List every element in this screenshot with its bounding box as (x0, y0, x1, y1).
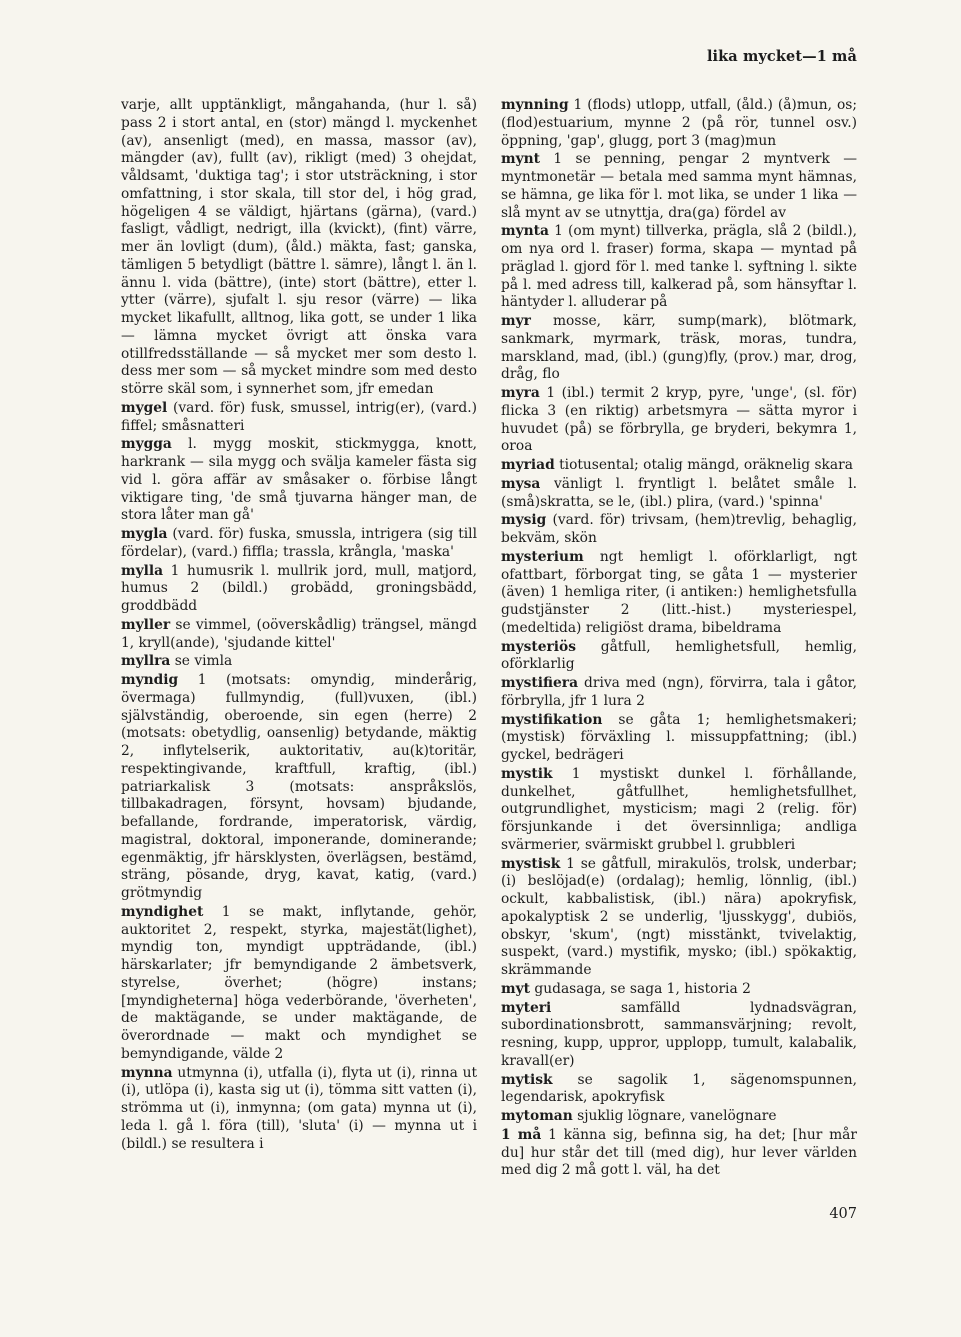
entry-body: gåtfull, hemlighetsfull, hemlig, oförklarlig (501, 638, 857, 673)
entry-body: 1 se gåtfull, mirakulös, trolsk, underbar; (i) beslöjad(e) (ordalag); hemlig, lönnlig, (ibl.) ockult, kabbalistisk, (ibl.) nära) apokryfisk, apokalyptisk 2 se underlig, 'ljusskygg', dubiös, obskyr, 'skum', (ngt) misstänkt, tvivelaktig, suspekt, (vard.) mystifik, mysko; (ibl.) spökaktig, skrämmande (501, 855, 857, 978)
dictionary-entry (501, 476, 857, 512)
left-column (121, 97, 477, 1154)
entry-headword: myndig (121, 672, 179, 688)
entry-body: sjuklig lögnare, vanelögnare (577, 1108, 777, 1124)
entry-headword: myller (121, 616, 171, 633)
dictionary-entry (121, 400, 477, 436)
entry-headword: myt (501, 980, 530, 997)
dictionary-entry (121, 617, 477, 653)
entry-body: utmynna (i), utfalla (i), flyta ut (i), rinna ut (i), utlöpa (i), kasta sig ut (i), tömma sitt vatten (i), strömma ut (i), inmynna; (om gata) mynna ut (i), leda l. gå l. föra (till), 'sluta' (i) — mynna ut i (bildl.) se resultera i (121, 1064, 477, 1152)
entry-body: se vimla (174, 653, 233, 670)
dictionary-entry (501, 1108, 857, 1126)
entry-headword: myllra (121, 653, 171, 670)
entry-headword: mysa (501, 475, 541, 492)
entry-body: (vard. för) trivsam, (hem)trevlig, behaglig, bekväm, skön (501, 512, 857, 546)
dictionary-entry (501, 457, 857, 475)
entry-headword: mygla (121, 526, 168, 542)
entry-body: se sagolik 1, sägenomspunnen, legendarisk, apokryfisk (501, 1071, 857, 1106)
entry-body: se gåta 1; hemlighetsmakeri; (mystisk) förväxling l. missuppfattning; (ibl.) gyckel, bedrägeri (501, 711, 857, 763)
dictionary-entry (501, 512, 857, 548)
entry-headword: mylla (121, 562, 164, 579)
dictionary-entry (501, 1000, 857, 1071)
entry-headword: myr (501, 313, 531, 329)
dictionary-entry (121, 97, 477, 399)
dictionary-entry (121, 526, 477, 562)
entry-headword: mynning (501, 97, 569, 113)
dictionary-entry (501, 856, 857, 980)
dictionary-entry (501, 639, 857, 675)
dictionary-entry (501, 97, 857, 150)
entry-headword: mystisk (501, 855, 561, 872)
dictionary-entry (121, 1065, 477, 1154)
entry-headword: mysterium (501, 548, 584, 565)
entry-body: tiotusental; otalig mängd, oräknelig skara (559, 457, 853, 473)
dictionary-entry (501, 981, 857, 999)
entry-body: driva med (ngn), förvirra, tala i gåtor, förbrylla, jfr 1 lura 2 (501, 675, 857, 709)
entry-body: 1 se makt, inflytande, gehör, auktoritet 2, respekt, styrka, majestät(lighet), myndig ton, myndigt uppträdande, (ibl.) härskarlater; jfr bemyndigande 2 ämbetsverk, styrelse, överhet; (högre) instans; [myndigheterna] höga vederbörande, 'överheten', de maktägande, se under maktägande, de överordnade — makt och myndighet se bemyndigande, välde 2 (121, 903, 477, 1062)
dictionary-entry (501, 1127, 857, 1180)
dictionary-entry (501, 712, 857, 765)
entry-headword: mynna (121, 1064, 173, 1081)
entry-body: (vard. för) fuska, smussla, intrigera (sig till fördelar), (vard.) fiffla; trassla, krångla, 'maska' (121, 526, 477, 560)
entry-body: (vard. för) fusk, smussel, intrig(er), (vard.) fiffel; småsnatteri (121, 399, 477, 434)
entry-headword: mynt (501, 151, 541, 168)
entry-headword: myteri (501, 999, 552, 1016)
entry-body: 1 (ibl.) termit 2 kryp, pyre, 'unge', (sl. för) flicka 3 (en riktig) arbetsmyra — sätta myror i huvudet (på) se förbrylla, ge bryderi, bekymra 1, oroa (501, 385, 857, 455)
entry-body: se vimmel, (oöverskådlig) trängsel, mängd 1, kryll(ande), 'sjudande kittel' (121, 616, 477, 651)
running-head: lika mycket—1 må (706, 48, 857, 65)
entry-headword: mytoman (501, 1108, 573, 1124)
entry-body: samfälld lydnadsvägran, subordinationsbrott, sammansvärjning; revolt, resning, kupp, uppror, upplopp, tumult, kalabalik, kravall(er) (501, 999, 857, 1069)
entry-body: l. mygg moskit, stickmygga, knott, harkrank — sila mygg och svälja kameler fästa sig vid l. göra affär av småsaker o. förbise långt viktigare ting, 'de små tjuvarna hänger man, de stora låter man gå' (121, 436, 477, 524)
dictionary-entry (501, 1072, 857, 1108)
entry-body: 1 se penning, pengar 2 myntverk — myntmonetär — betala med samma mynt hämnas, se hämna, ge lika för l. mot lika, se under 1 lika — slå mynt av se utnyttja, dra(ga) fördel av (501, 151, 857, 221)
entry-headword: myriad (501, 457, 555, 473)
entry-headword: mygga (121, 436, 172, 453)
dictionary-entry (501, 313, 857, 384)
entry-headword: mytisk (501, 1071, 553, 1088)
entry-headword: mysig (501, 512, 547, 529)
entry-headword: mystifikation (501, 711, 603, 728)
dictionary-entry (501, 385, 857, 456)
entry-headword: myndighet (121, 903, 204, 920)
entry-body: gudasaga, se saga 1, historia 2 (534, 980, 751, 997)
entry-body: 1 (motsats: omyndig, minderårig, övermaga) fullmyndig, (full)vuxen, (ibl.) självständig, oberoende, sin egen (herre) 2 (motsats: obetydlig, oansenlig) betydande, mäktig 2, inflytelserik, auktoritativ, au(k)toritär, respektingivande, kraftfull, kraftig, (ibl.) patriarkalisk 3 (motsats: anspråkslös, tillbakadragen, försynt, hovsam) bjudande, befallande, fordrande, imperatorisk, värdig, magistral, doktoral, imponerande, dominerande; egenmäktig, jfr härsklysten, överlägsen, bestämd, sträng, pösande, dryg, kavat, katig, (vard.) grötmyndig (121, 672, 477, 901)
entry-body: 1 (flods) utlopp, utfall, (åld.) (å)mun, os; (flod)estuarium, mynne 2 (på rör, tunnel osv.) öppning, 'gap', glugg, port 3 (mag)mun (501, 97, 857, 149)
dictionary-entry (121, 563, 477, 616)
entry-body: 1 humusrik l. mullrik jord, mull, matjord, humus 2 (bildl.) grobädd, groningsbädd, groddbädd (121, 562, 477, 614)
dictionary-entry (501, 223, 857, 312)
entry-body: vänligt l. fryntligt l. belåtet småle l. (små)skratta, se le, (ibl.) plira, (vard.) 'spinna' (501, 475, 857, 510)
entry-headword: mystifiera (501, 675, 579, 691)
dictionary-entry (501, 151, 857, 222)
entry-body: 1 känna sig, befinna sig, ha det; [hur mår du] hur står det till (med dig), hur lever världen med dig 2 må gott l. väl, ha det (501, 1126, 857, 1179)
entry-headword: mysteriös (501, 638, 577, 655)
page-number: 407 (829, 1206, 857, 1222)
entry-body: 1 (om mynt) tillverka, prägla, slå 2 (bildl.), om nya ord l. fraser) forma, skapa — myntad på präglad l. gjord för l. med tanke l. syftning l. sikte på l. med adress till, kalkerad på, som hänsyftar l. häntyder l. alluderar på (501, 223, 857, 311)
entry-headword: mystik (501, 765, 553, 782)
entry-headword: myra (501, 385, 540, 401)
entry-body: 1 mystiskt dunkel l. förhållande, dunkelhet, gåtfullhet, hemlighetsfullhet, outgrundlighet, mysticism; magi 2 (relig. för) försjunkande i det översinnliga; andliga svärmerier, svärmiskt grubbel l. grubbleri (501, 765, 857, 853)
dictionary-entry (121, 672, 477, 903)
dictionary-entry (501, 549, 857, 638)
entry-headword: mygel (121, 399, 168, 416)
entry-headword: mynta (501, 223, 549, 240)
dictionary-entry (121, 904, 477, 1064)
dictionary-entry (501, 766, 857, 855)
dictionary-entry (121, 436, 477, 525)
entry-headword: 1 må (501, 1126, 542, 1143)
dictionary-entry (501, 675, 857, 711)
entry-body: mosse, kärr, sump(mark), blötmark, sankmark, myrmark, träsk, moras, tundra, marskland, mad, (ibl.) (gung)fly, (prov.) mar, drog, dråg, flo (501, 313, 857, 383)
right-column (501, 97, 857, 1181)
entry-body: ngt hemligt l. oförklarligt, ngt ofattbart, förborgat ting, se gåta 1 — mysterier (även) 1 hemliga riter, (i antiken:) hemlighetsfulla gudstjänster 2 (litt.-hist.) mysteriespel, (medeltida) religiöst drama, bibeldrama (501, 548, 857, 636)
entry-body: varje, allt upptänkligt, mångahanda, (hur l. så) pass 2 i stort antal, en (stor) mängd l. myckenhet (av), ansenligt (med), en massa, massor (av), mängder (av), fullt (av), rikligt (med) 3 ohejdat, våldsamt, 'duktiga tag'; i stor utsträckning, i stor omfattning, i stor skala, till stor del, i hög grad, högeligen 4 se väldigt, hjärtans (gärna), (vard.) fasligt, vådligt, nedrigt, illa (kvickt), (fint) värre, mer än lovligt (dum), (åld.) mäkta, fast; ganska, tämligen 5 betydligt (bättre l. sämre), långt l. än l. ännu l. vida (bättre), (inte) stort (bättre), etter l. ytter (värre), sjufalt l. sju resor (värre) — lika mycket likafullt, alltnog, lika gott, se under 1 lika — lämna mycket övrigt att önska vara otillfredsställande — så mycket mer som desto l. dess mer som — så mycket mindre som med desto större skäl som, i synnerhet som, jfr emedan (121, 97, 477, 397)
dictionary-entry (121, 653, 477, 671)
